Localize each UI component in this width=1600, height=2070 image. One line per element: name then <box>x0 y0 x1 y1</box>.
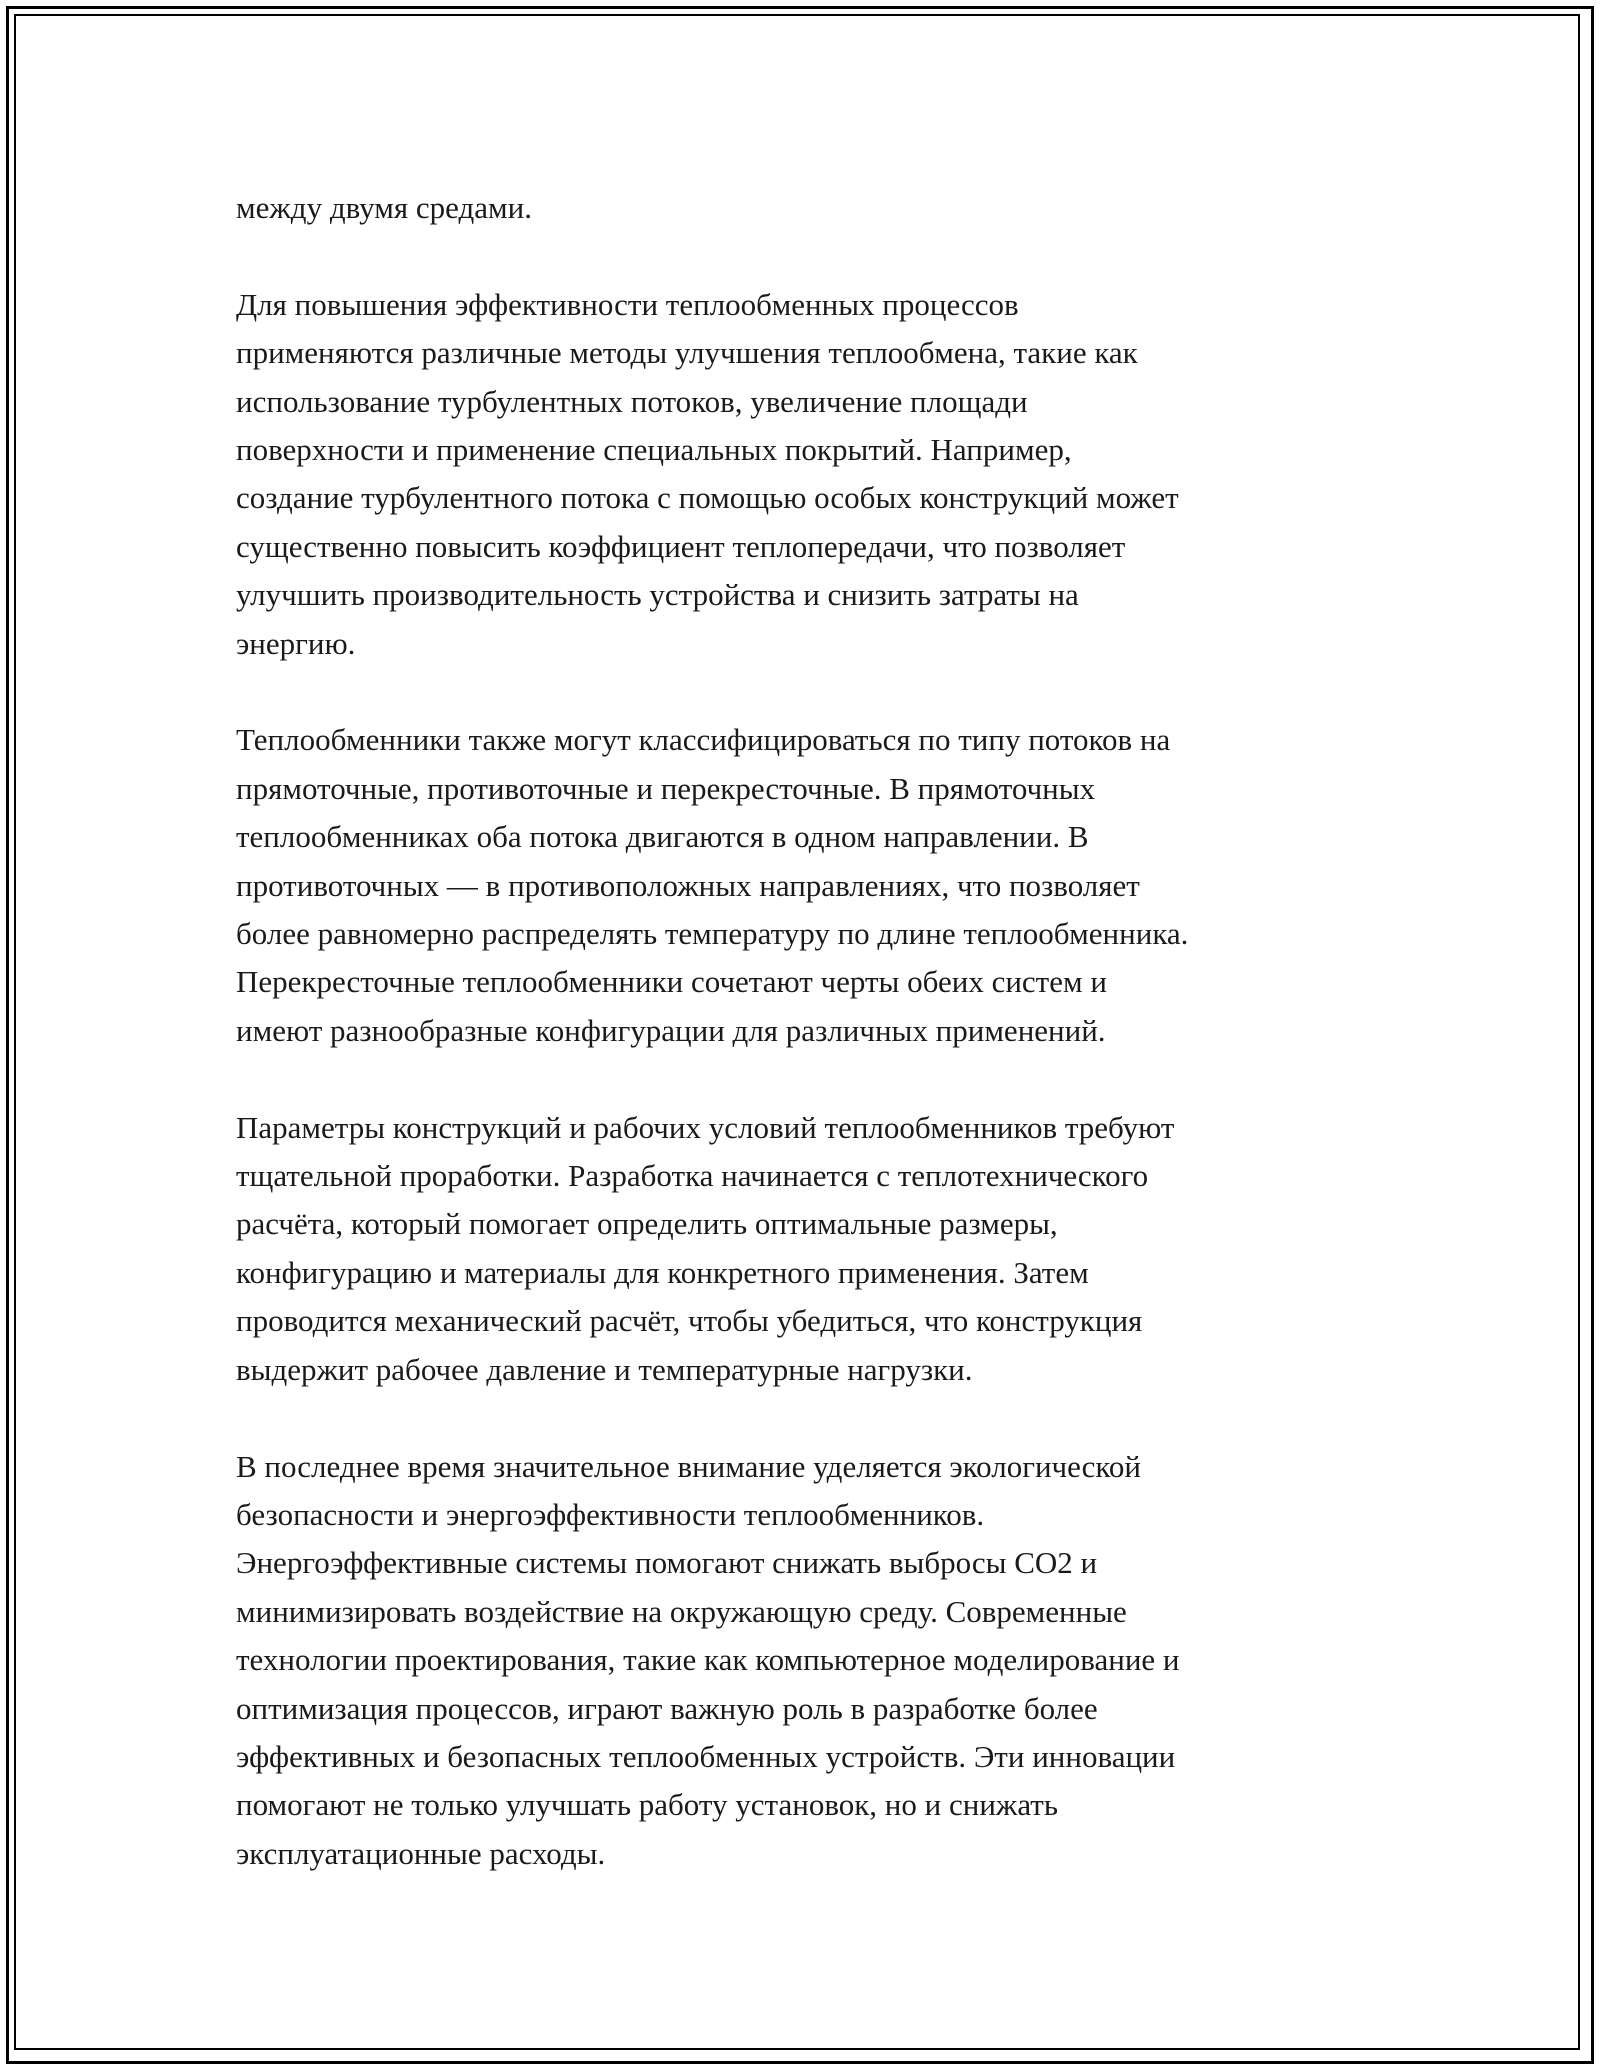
text-line: Перекресточные теплообменники сочетают черты обеих систем и <box>236 964 1107 1000</box>
paragraph-5 <box>236 1443 1386 1879</box>
text-line: существенно повысить коэффициент теплопередачи, что позволяет <box>236 528 1126 564</box>
text-line: расчёта, который помогает определить оптимальные размеры, <box>236 1206 1058 1242</box>
text-line: эффективных и безопасных теплообменных устройств. Эти инновации <box>236 1738 1176 1774</box>
text-line: Для повышения эффективности теплообменных процессов <box>236 286 1019 322</box>
text-line: применяются различные методы улучшения теплообмена, такие как <box>236 335 1138 371</box>
text-line: безопасности и энергоэффективности теплообменников. <box>236 1496 985 1532</box>
text-line: помогают не только улучшать работу установок, но и снижать <box>236 1787 1058 1823</box>
text-line: оптимизация процессов, играют важную роль в разработке более <box>236 1690 1098 1726</box>
text-line: улучшить производительность устройства и снизить затраты на <box>236 577 1079 613</box>
text-line: конфигурацию и материалы для конкретного применения. Затем <box>236 1254 1089 1290</box>
text-line: использование турбулентных потоков, увеличение площади <box>236 383 1028 419</box>
text-line: Энергоэффективные системы помогают снижать выбросы CO2 и <box>236 1545 1098 1581</box>
text-line: поверхности и применение специальных покрытий. Например, <box>236 432 1072 468</box>
text-line: противоточных — в противоположных направлениях, что позволяет <box>236 867 1140 903</box>
text-line: более равномерно распределять температуру по длине теплообменника. <box>236 916 1189 952</box>
text-line: энергию. <box>236 625 356 661</box>
paragraph-1 <box>236 184 1386 232</box>
text-line: В последнее время значительное внимание уделяется экологической <box>236 1448 1141 1484</box>
text-line: технологии проектирования, такие как компьютерное моделирование и <box>236 1642 1180 1678</box>
text-line: проводится механический расчёт, чтобы убедиться, что конструкция <box>236 1303 1143 1339</box>
text-line: Теплообменники также могут классифицироваться по типу потоков на <box>236 722 1171 758</box>
text-line: между двумя средами. <box>236 190 532 225</box>
text-line: теплообменниках оба потока двигаются в одном направлении. В <box>236 819 1089 855</box>
text-line: тщательной проработки. Разработка начинается с теплотехнического <box>236 1158 1149 1194</box>
text-line: эксплуатационные расходы. <box>236 1835 606 1871</box>
text-line: минимизировать воздействие на окружающую среду. Современные <box>236 1593 1127 1629</box>
text-line: Параметры конструкций и рабочих условий теплообменников требуют <box>236 1109 1175 1145</box>
text-line: прямоточные, противоточные и перекресточные. В прямоточных <box>236 770 1096 806</box>
paragraph-2 <box>236 281 1386 668</box>
text-line: имеют разнообразные конфигурации для различных применений. <box>236 1012 1106 1048</box>
paragraph-4 <box>236 1104 1386 1394</box>
text-line: выдержит рабочее давление и температурные нагрузки. <box>236 1351 973 1387</box>
paragraph-3 <box>236 716 1386 1055</box>
text-line: создание турбулентного потока с помощью особых конструкций может <box>236 480 1179 516</box>
document-body <box>236 184 1386 1927</box>
